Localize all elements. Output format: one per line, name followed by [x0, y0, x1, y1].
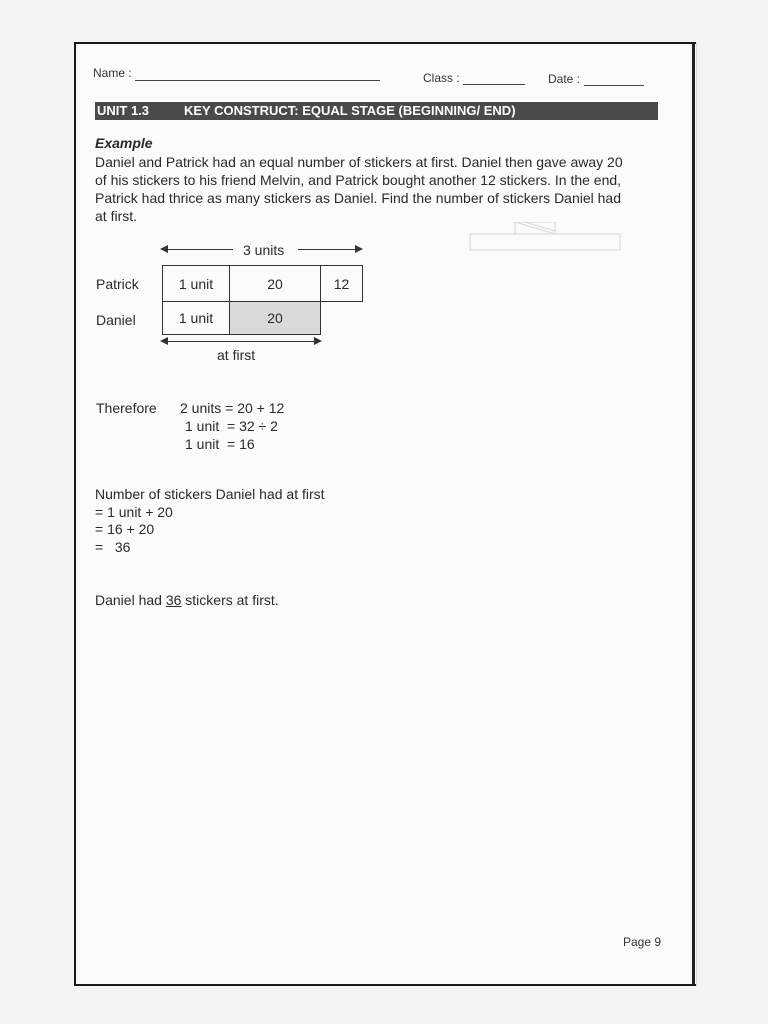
- date-line: [584, 85, 644, 86]
- arrow-line: [166, 341, 314, 342]
- page-edge: [692, 42, 695, 984]
- problem-text: [95, 153, 623, 225]
- conclusion-after: stickers at first.: [181, 592, 279, 608]
- working-line: 2 units = 20 + 12: [180, 400, 285, 416]
- problem-line: at first.: [95, 208, 138, 224]
- answer-working: [95, 486, 325, 556]
- unit-number: UNIT 1.3: [97, 103, 150, 118]
- answer-heading: Number of stickers Daniel had at first: [95, 486, 325, 502]
- arrow-line: [166, 249, 233, 250]
- example-label: Example: [95, 135, 153, 151]
- answer-line: = 1 unit + 20: [95, 503, 173, 520]
- three-units-label: 3 units: [243, 242, 285, 258]
- conclusion-before: Daniel had: [95, 592, 166, 608]
- patrick-twelve-text: 12: [333, 275, 350, 292]
- unit-title: KEY CONSTRUCT: EQUAL STAGE (BEGINNING/ END): [184, 103, 516, 118]
- class-line: [463, 84, 525, 85]
- name-label: Name :: [93, 66, 132, 80]
- daniel-unit-text: 1 unit: [178, 310, 214, 326]
- arrow-line: [298, 249, 356, 250]
- class-label: Class :: [423, 71, 460, 85]
- date-label: Date :: [548, 72, 581, 86]
- answer-value: 36: [165, 592, 182, 608]
- working-line: 1 unit = 32 ÷ 2: [185, 418, 278, 434]
- patrick-unit-box: [162, 265, 230, 302]
- patrick-twenty-text: 20: [267, 275, 283, 292]
- patrick-unit-text: 1 unit: [178, 275, 214, 292]
- problem-line: of his stickers to his friend Melvin, and Patrick bought another 12 stickers. In the end,: [95, 172, 622, 188]
- arrow-right-head: [355, 245, 363, 253]
- daniel-label: Daniel: [96, 312, 136, 328]
- unit-banner: [95, 102, 658, 120]
- answer-line: = 36: [95, 538, 131, 555]
- patrick-twenty-box: [229, 265, 321, 302]
- working-line: 1 unit = 16: [185, 436, 255, 452]
- daniel-given-away-box: [229, 301, 321, 335]
- problem-line: Daniel and Patrick had an equal number of stickers at first. Daniel then gave away 20: [95, 154, 623, 170]
- daniel-twenty-text: 20: [267, 310, 283, 326]
- therefore-label: Therefore: [96, 400, 157, 416]
- patrick-twelve-box: [320, 265, 363, 302]
- bleed-through-diagram: [465, 222, 635, 312]
- answer-line: = 16 + 20: [95, 521, 155, 537]
- arrow-right-head: [314, 337, 322, 345]
- page-number: Page 9: [623, 935, 662, 949]
- patrick-label: Patrick: [96, 276, 139, 292]
- conclusion-sentence: [95, 591, 279, 609]
- name-line: [135, 80, 380, 81]
- problem-line: Patrick had thrice as many stickers as Daniel. Find the number of stickers Daniel had: [95, 190, 622, 206]
- unit-working: [180, 399, 284, 453]
- daniel-unit-box: [162, 301, 230, 335]
- at-first-label: at first: [217, 347, 256, 363]
